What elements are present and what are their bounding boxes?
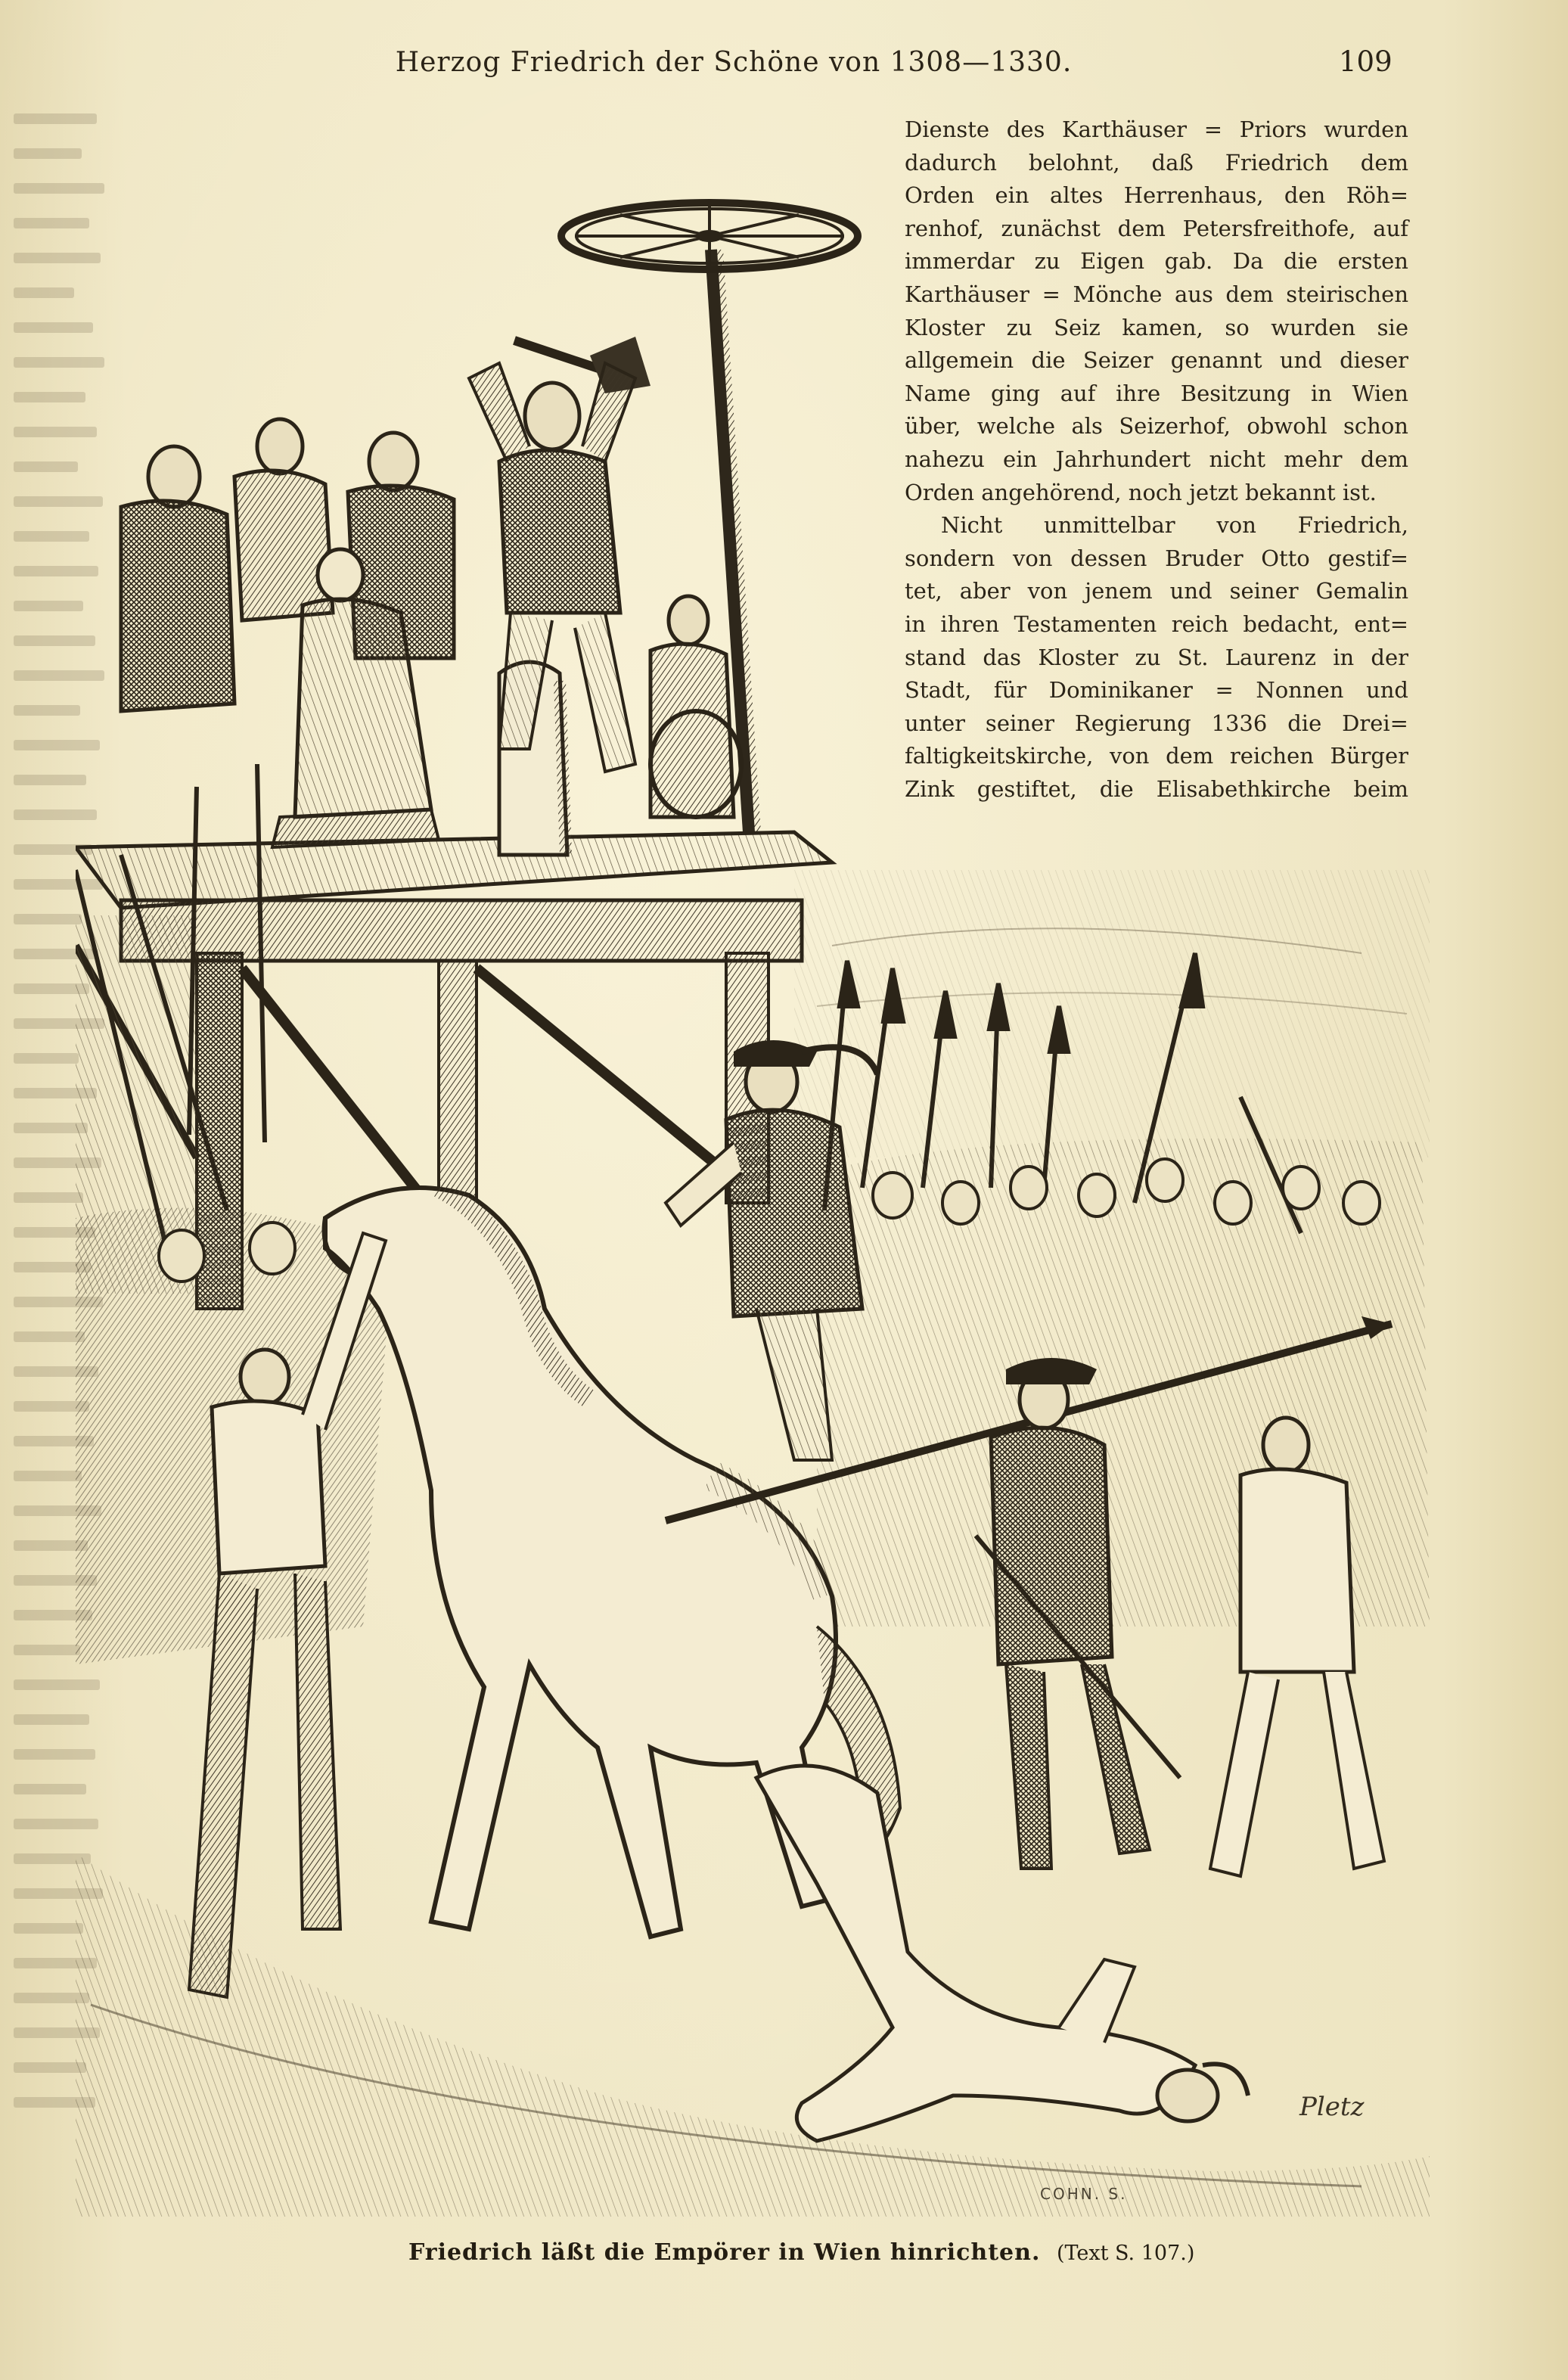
text-line: Karthäuser = Mönche aus dem steirischen (905, 281, 1408, 307)
text-line: nahezu ein Jahrhundert nicht mehr dem (905, 446, 1408, 472)
text-line: Stadt, für Dominikaner = Nonnen und (905, 677, 1408, 704)
body-text-column (905, 113, 1408, 806)
page-number: 109 (1339, 45, 1393, 78)
text-line: in ihren Testamenten reich bedacht, ent= (905, 611, 1408, 637)
text-line: Name ging auf ihre Besitzung in Wien (905, 380, 1408, 406)
text-line: sondern von dessen Bruder Otto gestif= (905, 545, 1408, 571)
text-line: Orden ein altes Herrenhaus, den Röh= (905, 182, 1408, 209)
figure-caption (408, 2239, 1203, 2266)
text-line: allgemein die Seizer genannt und dieser (905, 347, 1408, 374)
text-line: Orden angehörend, noch jetzt bekannt ist. (905, 479, 1377, 505)
text-line: renhof, zunächst dem Petersfreithofe, auf (905, 215, 1408, 241)
text-line: Zink gestiftet, die Elisabethkirche beim (905, 775, 1408, 802)
text-line: stand das Kloster zu St. Laurenz in der (905, 644, 1408, 670)
artist-signature: Pletz (1299, 2092, 1365, 2122)
caption-reference: (Text S. 107.) (1056, 2242, 1195, 2265)
text-line: dadurch belohnt, daß Friedrich dem (905, 149, 1408, 176)
text-line: Nicht unmittelbar von Friedrich, (941, 512, 1408, 539)
text-line: immerdar zu Eigen gab. Da die ersten (905, 248, 1408, 275)
text-line: über, welche als Seizerhof, obwohl schon (905, 413, 1408, 440)
text-line: Dienste des Karthäuser = Priors wurden (905, 117, 1408, 142)
caption-text: Friedrich läßt die Empörer in Wien hinrichten. (408, 2239, 1041, 2266)
text-line: unter seiner Regierung 1336 die Drei= (905, 710, 1408, 736)
text-line: tet, aber von jenem und seiner Gemalin (905, 578, 1408, 604)
running-head: Herzog Friedrich der Schöne von 1308—1330. (395, 47, 1073, 78)
text-line: faltigkeitskirche, von dem reichen Bürger (905, 743, 1408, 769)
engraver-credit: COHN. S. (1040, 2185, 1128, 2203)
text-line: Kloster zu Seiz kamen, so wurden sie (905, 314, 1408, 340)
